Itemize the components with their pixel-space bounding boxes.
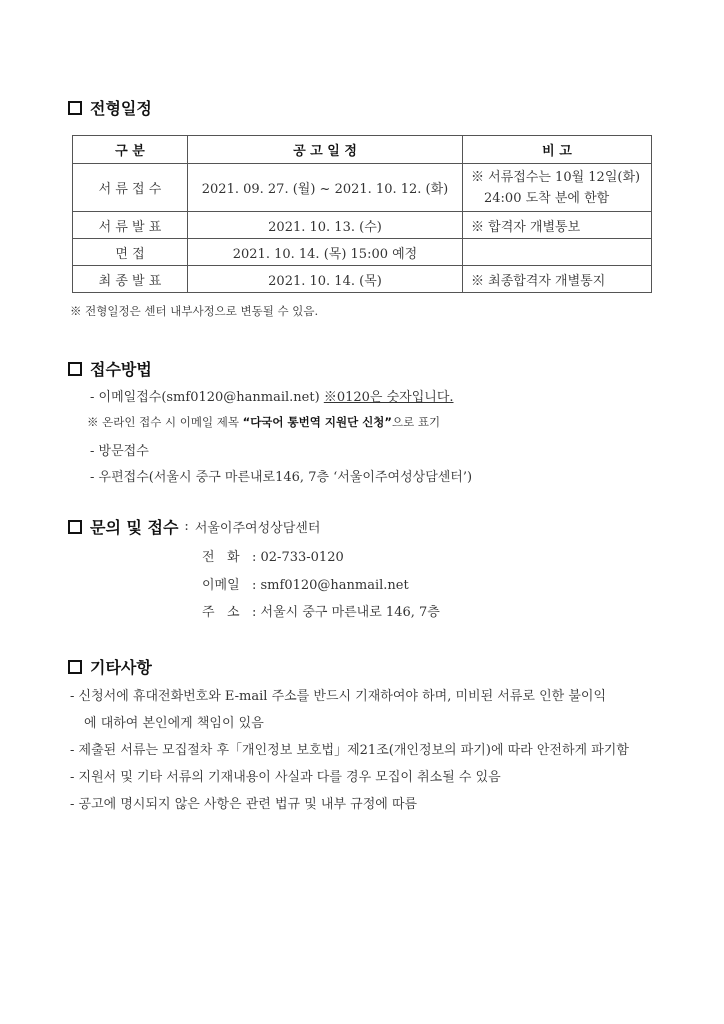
schedule-table [72, 135, 652, 293]
checkbox-square-icon [68, 362, 82, 376]
contact-email: 이메일 : smf0120@hanmail.net [202, 574, 409, 593]
email-application [90, 386, 454, 405]
mail-application: - 우편접수(서울시 중구 마른내로146, 7층 ‘서울이주여성상담센터’) [90, 470, 473, 485]
online-prefix: ※ 온라인 접수 시 이메일 제목 [87, 415, 243, 429]
cell-category: 최 종 발 표 [73, 266, 188, 293]
cell-category: 면 접 [73, 239, 188, 266]
header-note: 비 고 [463, 136, 652, 164]
header-category: 구 분 [73, 136, 188, 164]
email-application-text: - 이메일접수(smf0120@hanmail.net) [90, 390, 320, 405]
table-row [73, 164, 652, 212]
address-label: 주 소 [202, 605, 240, 620]
misc-item: - 지원서 및 기타 서류의 기재내용이 사실과 다를 경우 모집이 취소될 수 있음 [70, 770, 501, 785]
contact-address: 주 소 : 서울시 중구 마른내로 146, 7층 [202, 601, 440, 620]
cell-date: 2021. 09. 27. (월) ~ 2021. 10. 12. (화) [188, 164, 463, 212]
address-value: 서울시 중구 마른내로 146, 7층 [260, 605, 440, 620]
phone-label: 전 화 [202, 550, 240, 565]
checkbox-square-icon [68, 520, 82, 534]
contact-org: 서울이주여성상담센터 [194, 521, 321, 536]
misc-item: - 공고에 명시되지 않은 사항은 관련 법규 및 내부 규정에 따름 [70, 797, 418, 812]
misc-item: - 신청서에 휴대전화번호와 E-mail 주소를 반드시 기재하여야 하며, 미비된 서류로 인한 불이익 [70, 689, 607, 704]
schedule-footnote: ※ 전형일정은 센터 내부사정으로 변동될 수 있음. [70, 304, 319, 318]
header-date: 공 고 일 정 [188, 136, 463, 164]
cell-date: 2021. 10. 14. (목) [188, 266, 463, 293]
visit-application: - 방문접수 [90, 444, 149, 459]
misc-item: - 제출된 서류는 모집절차 후「개인정보 보호법」제21조(개인정보의 파기)에 따라 안전하게 파기함 [70, 743, 629, 758]
phone-value: 02-733-0120 [260, 550, 344, 565]
table-row [73, 239, 652, 266]
cell-note [463, 239, 652, 266]
checkbox-square-icon [68, 660, 82, 674]
email-note: ※0120은 숫자입니다. [323, 390, 454, 405]
checkbox-square-icon [68, 101, 82, 115]
section-title-contact [68, 515, 320, 538]
online-subject: “다국어 통번역 지원단 신청” [242, 415, 392, 429]
section-title-text: 문의 및 접수 [90, 518, 179, 537]
section-title-text: 기타사항 [90, 658, 152, 677]
email-value: smf0120@hanmail.net [260, 578, 409, 593]
table-row [73, 266, 652, 293]
cell-note [463, 164, 652, 212]
colon: : [184, 519, 189, 534]
note-line: 24:00 도착 분에 한함 [484, 190, 610, 206]
misc-item-continued: 에 대하여 본인에게 책임이 있음 [84, 716, 264, 731]
cell-note: ※ 합격자 개별통보 [463, 212, 652, 239]
online-suffix: 으로 표기 [391, 415, 441, 429]
cell-category: 서 류 발 표 [73, 212, 188, 239]
table-row [73, 212, 652, 239]
section-title-text: 접수방법 [90, 360, 152, 379]
section-title-text: 전형일정 [90, 99, 152, 118]
section-title-misc [68, 655, 152, 678]
cell-date: 2021. 10. 14. (목) 15:00 예정 [188, 239, 463, 266]
note-line: ※ 서류접수는 10월 12일(화) [471, 169, 641, 185]
cell-category: 서 류 접 수 [73, 164, 188, 212]
table-header-row [73, 136, 652, 164]
online-subject-instruction [87, 414, 440, 430]
section-title-schedule [68, 96, 152, 119]
cell-note: ※ 최종합격자 개별통지 [463, 266, 652, 293]
contact-phone: 전 화 : 02-733-0120 [202, 546, 344, 565]
section-title-application [68, 357, 152, 380]
email-label: 이메일 [202, 578, 240, 593]
cell-date: 2021. 10. 13. (수) [188, 212, 463, 239]
